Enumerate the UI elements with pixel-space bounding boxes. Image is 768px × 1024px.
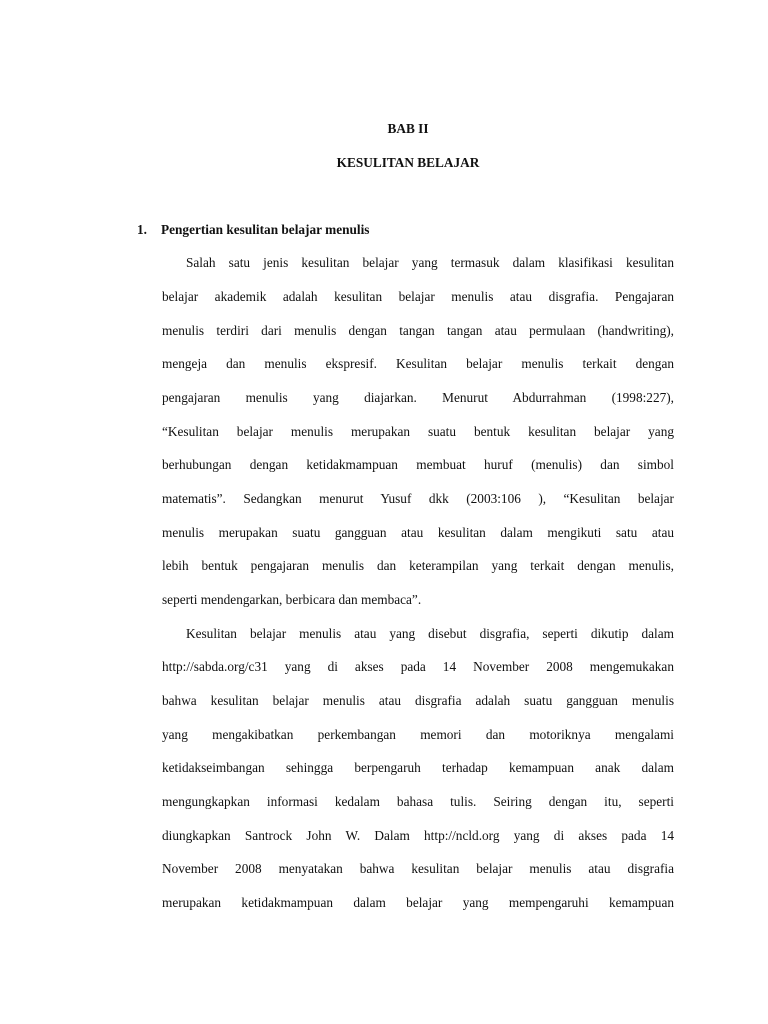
paragraph-line: menulis terdiri dari menulis dengan tangan tangan atau permulaan (handwriting), <box>162 323 674 338</box>
paragraph-line: “Kesulitan belajar menulis merupakan suatu bentuk kesulitan belajar yang <box>162 424 674 439</box>
paragraph-line: ketidakseimbangan sehingga berpengaruh terhadap kemampuan anak dalam <box>162 760 674 775</box>
paragraph-line: merupakan ketidakmampuan dalam belajar yang mempengaruhi kemampuan <box>162 895 674 910</box>
section-number: 1. <box>137 222 147 237</box>
paragraph-line: pengajaran menulis yang diajarkan. Menurut Abdurrahman (1998:227), <box>162 390 674 405</box>
paragraph-line: seperti mendengarkan, berbicara dan membaca”. <box>162 592 422 607</box>
paragraph-line: menulis merupakan suatu gangguan atau kesulitan dalam mengikuti satu atau <box>162 525 674 540</box>
paragraph-line: bahwa kesulitan belajar menulis atau disgrafia adalah suatu gangguan menulis <box>162 693 674 708</box>
paragraph-line: mengeja dan menulis ekspresif. Kesulitan belajar menulis terkait dengan <box>162 356 674 371</box>
paragraph-line: matematis”. Sedangkan menurut Yusuf dkk (2003:106 ), “Kesulitan belajar <box>162 491 674 506</box>
paragraph-line: http://sabda.org/c31 yang di akses pada 14 November 2008 mengemukakan <box>162 659 674 674</box>
paragraph-line: berhubungan dengan ketidakmampuan membuat huruf (menulis) dan simbol <box>162 457 674 472</box>
chapter-title: KESULITAN BELAJAR <box>336 155 480 170</box>
chapter-number: BAB II <box>387 121 429 136</box>
paragraph-line: diungkapkan Santrock John W. Dalam http://ncld.org yang di akses pada 14 <box>162 828 674 843</box>
paragraph-line: Salah satu jenis kesulitan belajar yang termasuk dalam klasifikasi kesulitan <box>186 255 674 270</box>
paragraph-line: lebih bentuk pengajaran menulis dan keterampilan yang terkait dengan menulis, <box>162 558 674 573</box>
paragraph-line: yang mengakibatkan perkembangan memori dan motoriknya mengalami <box>162 727 674 742</box>
paragraph-line: mengungkapkan informasi kedalam bahasa tulis. Seiring dengan itu, seperti <box>162 794 674 809</box>
paragraph-line: November 2008 menyatakan bahwa kesulitan belajar menulis atau disgrafia <box>162 861 674 876</box>
paragraph-line: Kesulitan belajar menulis atau yang disebut disgrafia, seperti dikutip dalam <box>186 626 674 641</box>
section-heading <box>137 222 369 238</box>
section-title: Pengertian kesulitan belajar menulis <box>161 222 370 237</box>
paragraph-line: belajar akademik adalah kesulitan belajar menulis atau disgrafia. Pengajaran <box>162 289 674 304</box>
